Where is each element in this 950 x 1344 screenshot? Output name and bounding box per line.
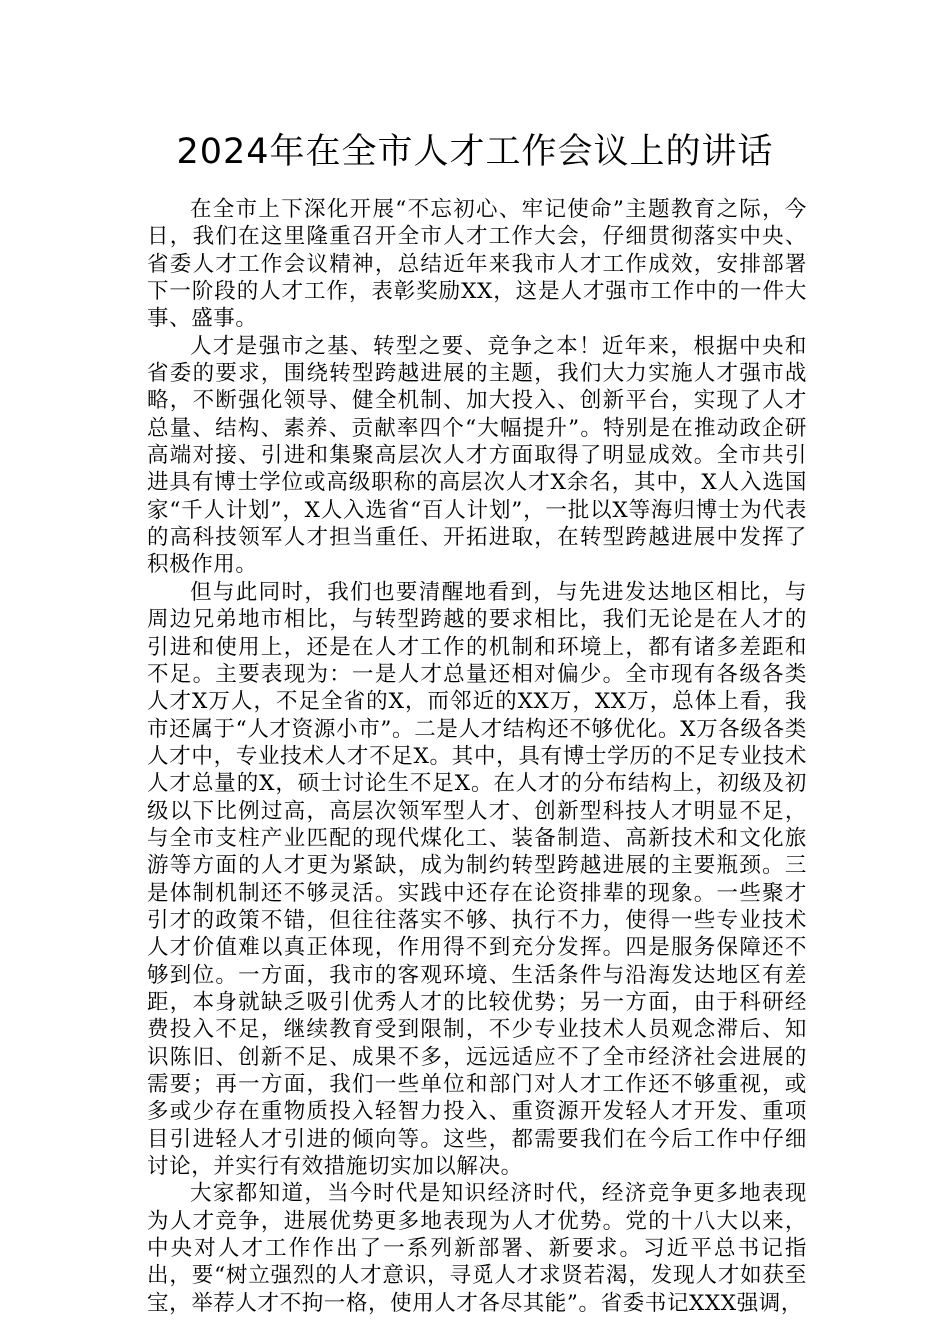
paragraph-knowledge-economy: 大家都知道，当今时代是知识经济时代，经济竞争更多地表现为人才竞争，进展优势更多地表现为人才优势。党的十八大以来，中央对人才工作作出了一系列新部署、新要求。习近平总书记指出，要“树立强烈的人才意识，寻觅人才求贤若渴，发现人才如获至宝，举荐人才不拘一格，使用人才各尽其能”。省委书记XXX强调， (147, 1181, 807, 1316)
paragraph-achievements: 人才是强市之基、转型之要、竞争之本！近年来，根据中央和省委的要求，围绕转型跨越进展的主题，我们大力实施人才强市战略，不断强化领导、健全机制、加大投入、创新平台，实现了人才总量、结构、素养、贡献率四个“大幅提升”。特别是在推动政企研高端对接、引进和集聚高层次人才方面取得了明显成效。全市共引进具有博士学位或高级职称的高层次人才X余名，其中，X人入选国家“千人计划”，X人入选省“百人计划”，一批以X等海归博士为代表的高科技领军人才担当重任、开拓进取，在转型跨越进展中发挥了积极作用。 (147, 333, 807, 578)
document-title: 2024年在全市人才工作会议上的讲话 (176, 132, 774, 172)
paragraph-opening: 在全市上下深化开展“不忘初心、牢记使命”主题教育之际，今日，我们在这里隆重召开全市人才工作大会，仔细贯彻落实中央、省委人才工作会议精神，总结近年来我市人才工作成效，安排部署下一阶段的人才工作，表彰奖励XX，这是人才强市工作中的一件大事、盛事。 (147, 197, 807, 332)
document-body (147, 196, 807, 1317)
paragraph-shortcomings: 但与此同时，我们也要清醒地看到，与先进发达地区相比，与周边兄弟地市相比，与转型跨越的要求相比，我们无论是在人才的引进和使用上，还是在人才工作的机制和环境上，都有诸多差距和不足。主要表现为：一是人才总量还相对偏少。全市现有各级各类人才X万人，不足全省的X，而邻近的XX万，XX万，总体上看，我市还属于“人才资源小市”。二是人才结构还不够优化。X万各级各类人才中，专业技术人才不足X。其中，具有博士学历的不足专业技术人才总量的X，硕士讨论生不足X。在人才的分布结构上，初级及初级以下比例过高，高层次领军型人才、创新型科技人才明显不足，与全市支柱产业匹配的现代煤化工、装备制造、高新技术和文化旅游等方面的人才更为紧缺，成为制约转型跨越进展的主要瓶颈。三是体制机制还不够灵活。实践中还存在论资排辈的现象。一些聚才引才的政策不错，但往往落实不够、执行不力，使得一些专业技术人才价值难以真正体现，作用得不到充分发挥。四是服务保障还不够到位。一方面，我市的客观环境、生活条件与沿海发达地区有差距，本身就缺乏吸引优秀人才的比较优势；另一方面，由于科研经费投入不足，继续教育受到限制，不少专业技术人员观念滞后、知识陈旧、创新不足、成果不多，远远适应不了全市经济社会进展的需要；再一方面，我们一些单位和部门对人才工作还不够重视，或多或少存在重物质投入轻智力投入、重资源开发轻人才开发、重项目引进轻人才引进的倾向等。这些，都需要我们在今后工作中仔细讨论，并实行有效措施切实加以解决。 (147, 579, 807, 1180)
